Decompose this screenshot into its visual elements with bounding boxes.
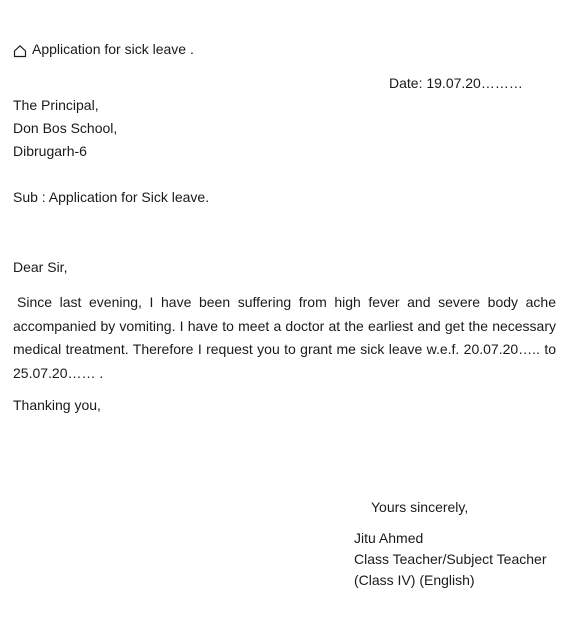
body-paragraph: Since last evening, I have been suffering from high fever and severe body ache accompanied by vomiting. I have to meet a doctor at the earliest and get the necessary medical treatment. Therefore I request you to grant me sick leave w.e.f. 20.07.20….. to 25.07.20…… . [13, 294, 556, 381]
home-icon [13, 42, 27, 56]
salutation: Dear Sir, [13, 259, 68, 275]
signer-role: Class Teacher/Subject Teacher [354, 551, 547, 567]
recipient-line-3: Dibrugarh-6 [13, 143, 87, 159]
recipient-line-1: The Principal, [13, 97, 99, 113]
letter-date: Date: 19.07.20……… [389, 75, 523, 91]
signer-name: Jitu Ahmed [354, 530, 424, 546]
letter-subject: Sub : Application for Sick leave. [13, 189, 210, 205]
title-text: Application for sick leave . [32, 41, 194, 57]
recipient-line-2: Don Bos School, [13, 120, 118, 136]
letter-title [13, 38, 194, 60]
closing-line: Yours sincerely, [371, 499, 469, 515]
signer-class: (Class IV) (English) [354, 572, 475, 588]
letter-body [13, 291, 556, 385]
thanks-line: Thanking you, [13, 397, 101, 413]
